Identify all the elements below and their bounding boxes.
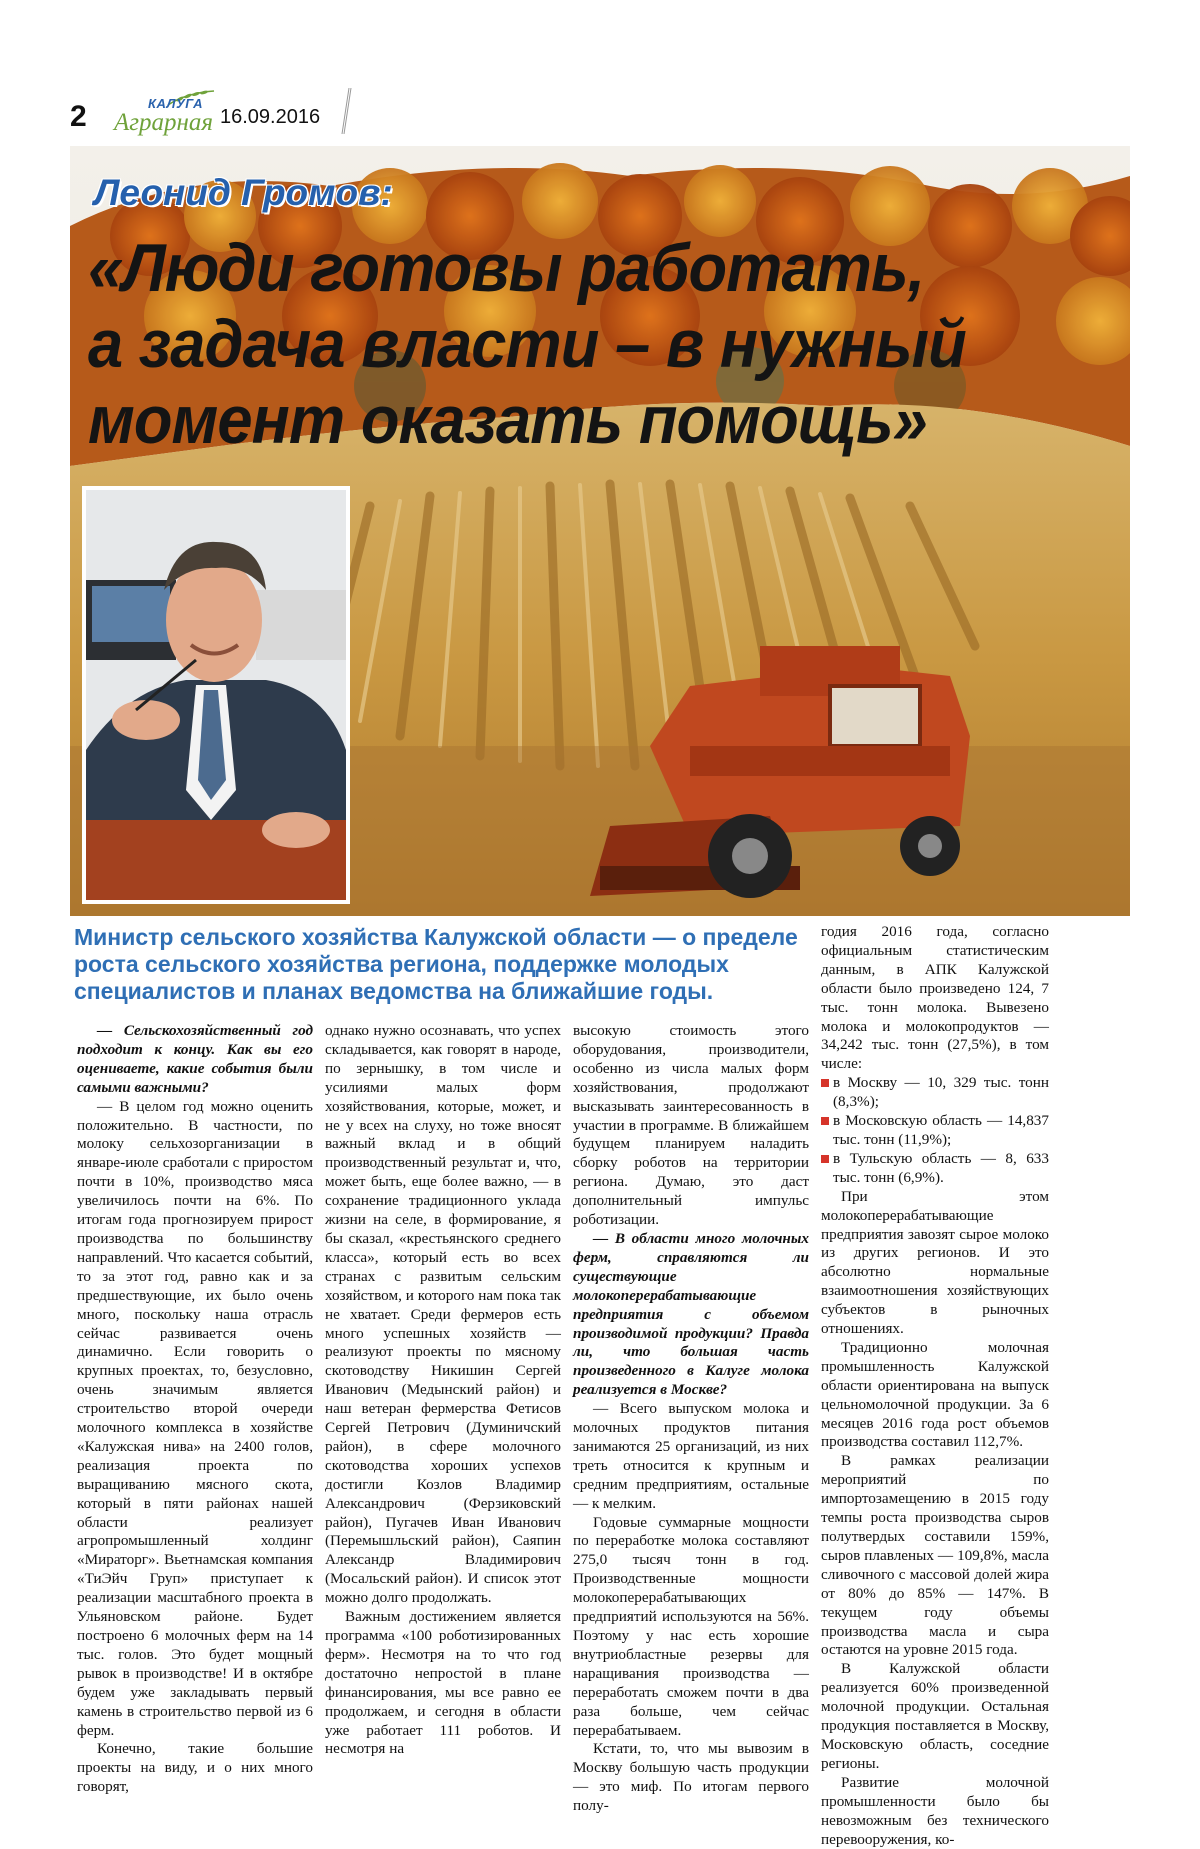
logo-text-top: КАЛУГА — [148, 96, 203, 111]
portrait-photo — [82, 486, 350, 904]
article-headline — [88, 230, 966, 458]
paragraph: Кстати, то, что мы вывозим в Москву большую часть продукции — это миф. По итогам первого полу- — [573, 1740, 809, 1815]
header-divider — [340, 88, 352, 134]
page-number: 2 — [70, 100, 87, 133]
paragraph: — Всего выпуском молока и молочных продуктов питания занимаются 25 организаций, из них треть относится к крупным и средним предприятиям, остальные — к мелким. — [573, 1400, 809, 1512]
paragraph: В рамках реализации мероприятий по импортозамещению в 2015 году темпы роста производства сыров полутвердых составили 159%, сыров плавленых — 109,8%, масла сливочного с массовой долей жира от 80% до 85% — 147%. В текущем году объемы производства масла и сыра остаются на уровне 2015 года. — [821, 1452, 1049, 1659]
article-column-2 — [325, 1022, 561, 1759]
article-column-4 — [821, 923, 1049, 1849]
article-lead: Министр сельского хозяйства Калужской области — о пределе роста сельского хозяйства региона, поддержке молодых специалистов и планах ведомства на ближайшие годы. — [74, 924, 798, 1004]
headline-line-2: а задача власти – в нужный — [88, 306, 966, 382]
issue-date: 16.09.2016 — [220, 106, 321, 128]
paragraph: Годовые суммарные мощности по переработке молока составляют 275,0 тысяч тонн в год. Производственные мощности молокоперерабатывающих предприятий используются на 56%. Поэтому у нас есть хорошие внутриобластные резервы для наращивания производства — переработать сможем почти в два раза больше, чем сейчас перерабатываем. — [573, 1513, 809, 1739]
paragraph: В Калужской области реализуется 60% произведенной молочной продукции. Остальная продукция поставляется в Москву, Московскую область, соседние регионы. — [821, 1660, 1049, 1772]
headline-line-3: момент оказать помощь» — [88, 382, 927, 458]
hero-image — [70, 146, 1130, 916]
paragraph: Важным достижением является программа «100 роботизированных ферм». Несмотря на то что год достаточно непростой в плане финансирования, мы все равно ее продолжаем, и сегодня в области уже работает 111 роботов. И несмотря на — [325, 1608, 561, 1758]
list-item — [821, 1074, 1049, 1112]
paragraph: годия 2016 года, согласно официальным статистическим данным, в АПК Калужской области было произведено 124, 7 тыс. тонн молока. Вывезено молока и молокопродуктов — 34,242 тыс. тонн (27,5%), в том числе: — [821, 923, 1049, 1073]
logo-text-bottom: Аграрная — [114, 109, 214, 136]
list-item-text: в Тульскую область — 8, 633 тыс. тонн (6,9%). — [833, 1149, 1049, 1186]
newspaper-logo — [104, 96, 224, 140]
list-item — [821, 1112, 1049, 1150]
paragraph: Развитие молочной промышленности было бы невозможным без технического перевооружения, ко- — [821, 1773, 1049, 1848]
headline-line-1: «Люди готовы работать, — [88, 230, 925, 306]
paragraph: Конечно, такие большие проекты на виду, и о них много говорят, — [77, 1740, 313, 1796]
bullet-square-icon — [821, 1155, 829, 1163]
paragraph: При этом молокоперерабатывающие предприятия завозят сырое молоко из других регионов. И это абсолютно нормальные взаимоотношения хозяйствующих субъектов в рыночных отношениях. — [821, 1187, 1049, 1338]
list-item-text: в Москву — 10, 329 тыс. тонн (8,3%); — [833, 1074, 1049, 1111]
paragraph: — В целом год можно оценить положительно. В частности, по молоку сельхозорганизации в январе-июле сработали с приростом почти в 10%, производство мяса увеличилось почти на 6%. По итогам года прогнозируем прирост производства по большинству направлений. Что касается событий, то за этот год, равно как и за предшествующие, их было очень много, поскольку наша отрасль сейчас развивается очень динамично. Если говорить о крупных проектах, то, безусловно, очень значимым является строительство второй очереди молочного комплекса в хозяйстве «Калужская нива» на 2400 голов, реализация проекта по выращиванию мясного скота, который в пяти районах нашей области реализует агропромышленный холдинг «Мираторг». Вьетнамская компания «ТиЭйч Груп» приступает к реализации масштабного проекта в Ульяновском районе. Будет построено 6 молочных ферм на 14 тыс. голов. Это будет мощный рывок в производстве! И в октябре будем уже закладывать первый камень в строительство первой из 6 ферм. — [77, 1097, 313, 1739]
paragraph: однако нужно осознавать, что успех складывается, как говорят в народе, по зернышку, в том числе и усилиями малых форм хозяйствования, которые, может, и не у всех на слуху, но тоже вносят важный вклад и в общий производственный результат и, что, может быть, еще более важно, — в сохранение традиционного уклада жизни на селе, в формирование, я бы сказал, «крестьянского среднего класса», который есть во всех странах с развитым сельским хозяйством, и которого нам пока так не хватает. Среди фермеров есть много успешных хозяйств — реализуют проекты по мясному скотоводству Никишин Сергей Иванович (Медынский район) и наш ветеран фермерства Фетисов Сергей Петрович (Думиничский район), в сфере молочного скотоводства хороших успехов достигли Козлов Владимир Александрович (Ферзиковский район), Пугачев Иван Иванович (Перемышльский район), Саяпин Александр Владимирович (Мосальский район). И список этот можно долго продолжать. — [325, 1022, 561, 1607]
paragraph: Традиционно молочная промышленность Калужской области ориентирована на выпуск цельномолочной продукции. За 6 месяцев 2016 года рост объемов производства составил 112,7%. — [821, 1338, 1049, 1451]
interview-question: — В области много молочных ферм, справляются ли существующие молокоперерабатывающие предприятия с объемом производимой продукции? Правда ли, что большая часть произведенного в Калуге молока реализуется в Москве? — [573, 1229, 809, 1399]
bullet-square-icon — [821, 1079, 829, 1087]
page-header — [70, 96, 350, 140]
article-column-1 — [77, 1022, 313, 1797]
article-column-3 — [573, 1022, 809, 1816]
bullet-square-icon — [821, 1117, 829, 1125]
list-item-text: в Московскую область — 14,837 тыс. тонн (11,9%); — [833, 1112, 1049, 1148]
article-kicker: Леонид Громов: — [94, 172, 393, 213]
list-item — [821, 1150, 1049, 1188]
interview-question: — Сельскохозяйственный год подходит к концу. Как вы его оцениваете, какие события были самыми важными? — [77, 1022, 313, 1096]
paragraph: высокую стоимость этого оборудования, производители, особенно из числа малых форм хозяйствования, продолжают высказывать заинтересованность в участии в программе. В ближайшем будущем планируем наладить сборку роботов на территории региона. Думаю, это даст дополнительный импульс роботизации. — [573, 1022, 809, 1229]
